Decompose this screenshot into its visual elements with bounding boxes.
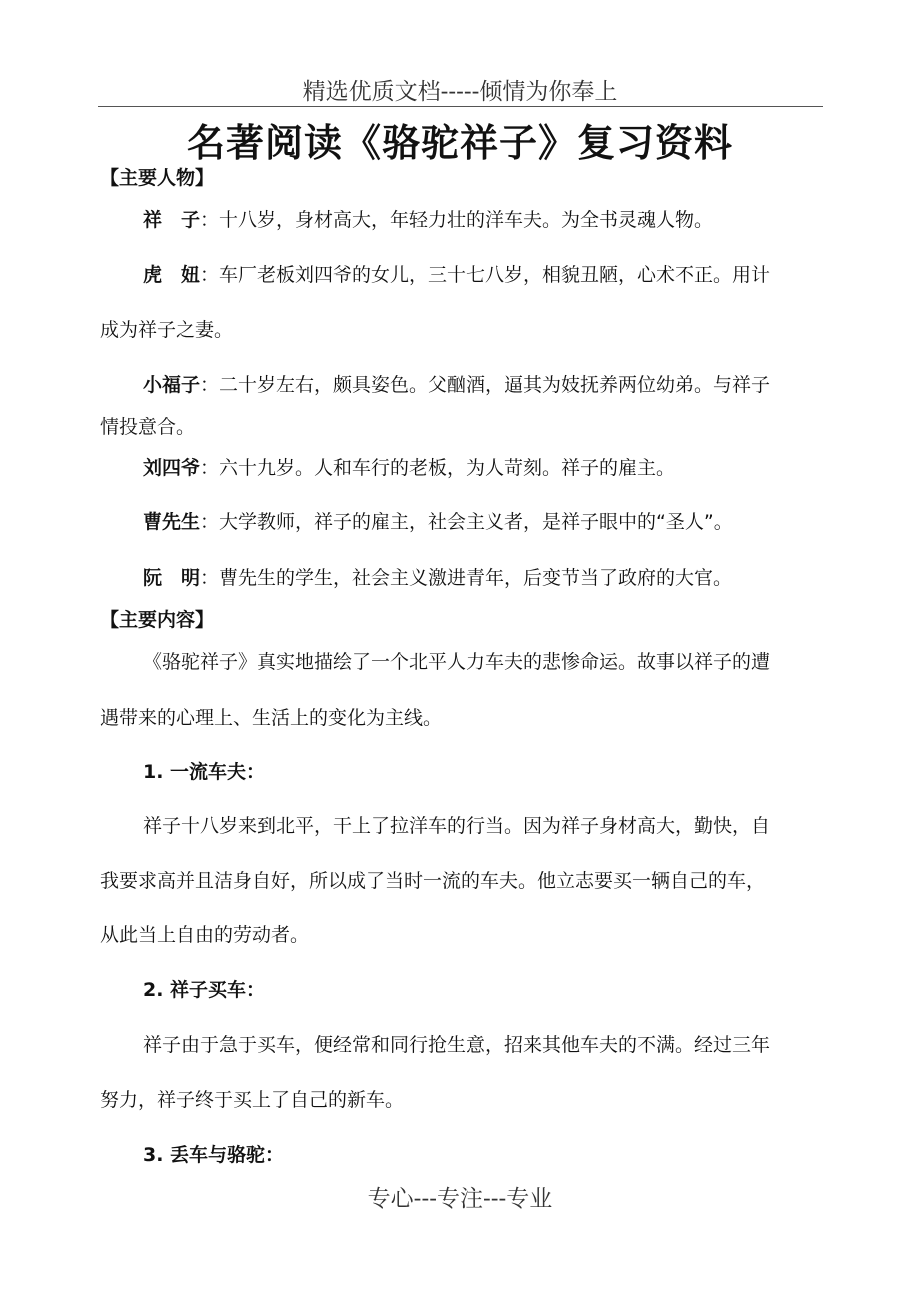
character-entry — [143, 507, 733, 534]
paragraph-line: 努力，祥子终于买上了自己的新车。 — [100, 1089, 405, 1111]
part-heading-1: 1. 一流车夫： — [143, 761, 266, 783]
character-entry — [143, 453, 675, 480]
character-name: 阮 明 — [143, 567, 201, 589]
page-header: 精选优质文档-----倾情为你奉上 — [302, 79, 618, 105]
character-desc: ：车厂老板刘四爷的女儿，三十七八岁，相貌丑陋，心术不正。用计 — [200, 264, 771, 286]
character-desc: ：曹先生的学生，社会主义激进青年，后变节当了政府的大官。 — [200, 567, 733, 589]
paragraph-line: 从此当上自由的劳动者。 — [100, 924, 310, 946]
section-heading-content: 【主要内容】 — [100, 609, 215, 631]
paragraph-line: 祥子十八岁来到北平，干上了拉洋车的行当。因为祥子身材高大，勤快，自 — [143, 815, 771, 837]
character-entry — [143, 205, 713, 232]
character-desc-continued: 成为祥子之妻。 — [100, 319, 234, 341]
character-entry — [143, 563, 732, 590]
character-name: 虎 妞 — [143, 264, 201, 286]
character-desc-continued: 情投意合。 — [100, 416, 196, 438]
part-heading-2: 2. 祥子买车： — [143, 979, 266, 1001]
header-rule — [98, 106, 823, 107]
character-desc: ：二十岁左右，颇具姿色。父酗酒，逼其为妓抚养两位幼弟。与祥子 — [200, 374, 771, 396]
section-heading-characters: 【主要人物】 — [100, 167, 215, 189]
document-title: 名著阅读《骆驼祥子》复习资料 — [186, 120, 733, 165]
part-heading-3: 3. 丢车与骆驼： — [143, 1144, 285, 1166]
paragraph-line: 祥子由于急于买车，便经常和同行抢生意，招来其他车夫的不满。经过三年 — [143, 1034, 771, 1056]
character-entry — [143, 260, 770, 287]
character-name: 祥 子 — [143, 209, 201, 231]
character-desc: ：大学教师，祥子的雇主，社会主义者，是祥子眼中的“圣人”。 — [200, 511, 733, 533]
character-name: 刘四爷 — [143, 457, 201, 479]
summary-line: 遇带来的心理上、生活上的变化为主线。 — [100, 707, 443, 729]
character-entry — [143, 370, 770, 397]
character-desc: ：十八岁，身材高大，年轻力壮的洋车夫。为全书灵魂人物。 — [200, 209, 714, 231]
character-desc: ：六十九岁。人和车行的老板，为人苛刻。祥子的雇主。 — [200, 457, 676, 479]
summary-line: 《骆驼祥子》真实地描绘了一个北平人力车夫的悲惨命运。故事以祥子的遭 — [143, 651, 771, 673]
character-name: 曹先生 — [143, 511, 201, 533]
character-name: 小福子 — [143, 374, 201, 396]
page-footer: 专心---专注---专业 — [367, 1186, 553, 1212]
paragraph-line: 我要求高并且洁身自好，所以成了当时一流的车夫。他立志要买一辆自己的车， — [100, 870, 766, 892]
